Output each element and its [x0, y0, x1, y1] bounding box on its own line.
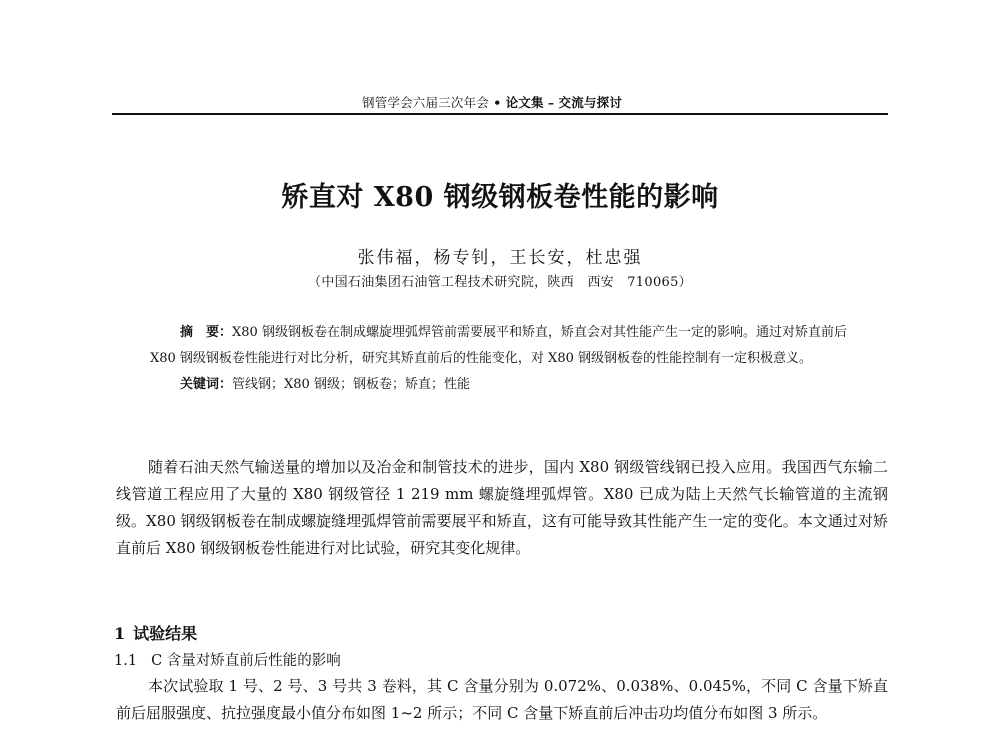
- section-title: 试验结果: [133, 624, 198, 643]
- subsection-body: [116, 673, 888, 727]
- section-heading: [114, 621, 197, 644]
- proceedings-name: 钢管学会六届三次年会: [362, 95, 490, 110]
- abstract-block: [150, 320, 870, 398]
- abstract-label: 摘 要：: [180, 325, 233, 340]
- subsection-paragraph: 本次试验取 1 号、2 号、3 号共 3 卷料，其 C 含量分别为 0.072%、0.038%、0.045%，不同 C 含量下矫直前后屈服强度、抗拉强度最小值分布如图 1~2 所示；不同 C 含量下矫直前后冲击功均值分布如图 3 所示。: [116, 677, 888, 722]
- keywords-label: 关键词：: [180, 377, 233, 392]
- paper-title: 矫直对 X80 钢级钢板卷性能的影响: [281, 182, 719, 213]
- running-header: [362, 93, 682, 111]
- header-dash: –: [547, 95, 555, 110]
- collection-name: 论文集: [505, 95, 544, 110]
- header-dot: •: [493, 95, 502, 110]
- affiliation: （中国石油集团石油管工程技术研究院，陕西 西安 710065）: [308, 275, 692, 290]
- subsection-number: 1.1: [114, 653, 138, 669]
- section-number: 1: [114, 624, 126, 643]
- header-rule: [112, 113, 888, 115]
- abstract-paragraph: [150, 320, 870, 372]
- abstract-text: X80 钢级钢板卷在制成螺旋埋弧焊管前需要展平和矫直，矫直会对其性能产生一定的影响。通过对矫直前后 X80 钢级钢板卷性能进行对比分析，研究其矫直前后的性能变化，对 X80 钢级钢板卷的性能控制有一定积极意义。: [150, 325, 847, 366]
- keywords-line: [150, 372, 870, 398]
- subsection-title: C 含量对矫直前后性能的影响: [151, 653, 341, 669]
- keywords-text: 管线钢；X80 钢级；钢板卷；矫直；性能: [232, 377, 470, 392]
- introduction: [116, 454, 888, 562]
- section-name: 交流与探讨: [558, 95, 623, 110]
- subsection-heading: [114, 649, 341, 670]
- intro-paragraph: 随着石油天然气输送量的增加以及冶金和制管技术的进步，国内 X80 钢级管线钢已投入应用。我国西气东输二线管道工程应用了大量的 X80 钢级管径 1 219 mm 螺旋缝埋弧焊管。X80 已成为陆上天然气长输管道的主流钢级。X80 钢级钢板卷在制成螺旋缝埋弧焊管前需要展平和矫直，这有可能导致其性能产生一定的变化。本文通过对矫直前后 X80 钢级钢板卷性能进行对比试验，研究其变化规律。: [116, 458, 888, 557]
- author-list: 张伟福，杨专钊，王长安，杜忠强: [357, 248, 643, 268]
